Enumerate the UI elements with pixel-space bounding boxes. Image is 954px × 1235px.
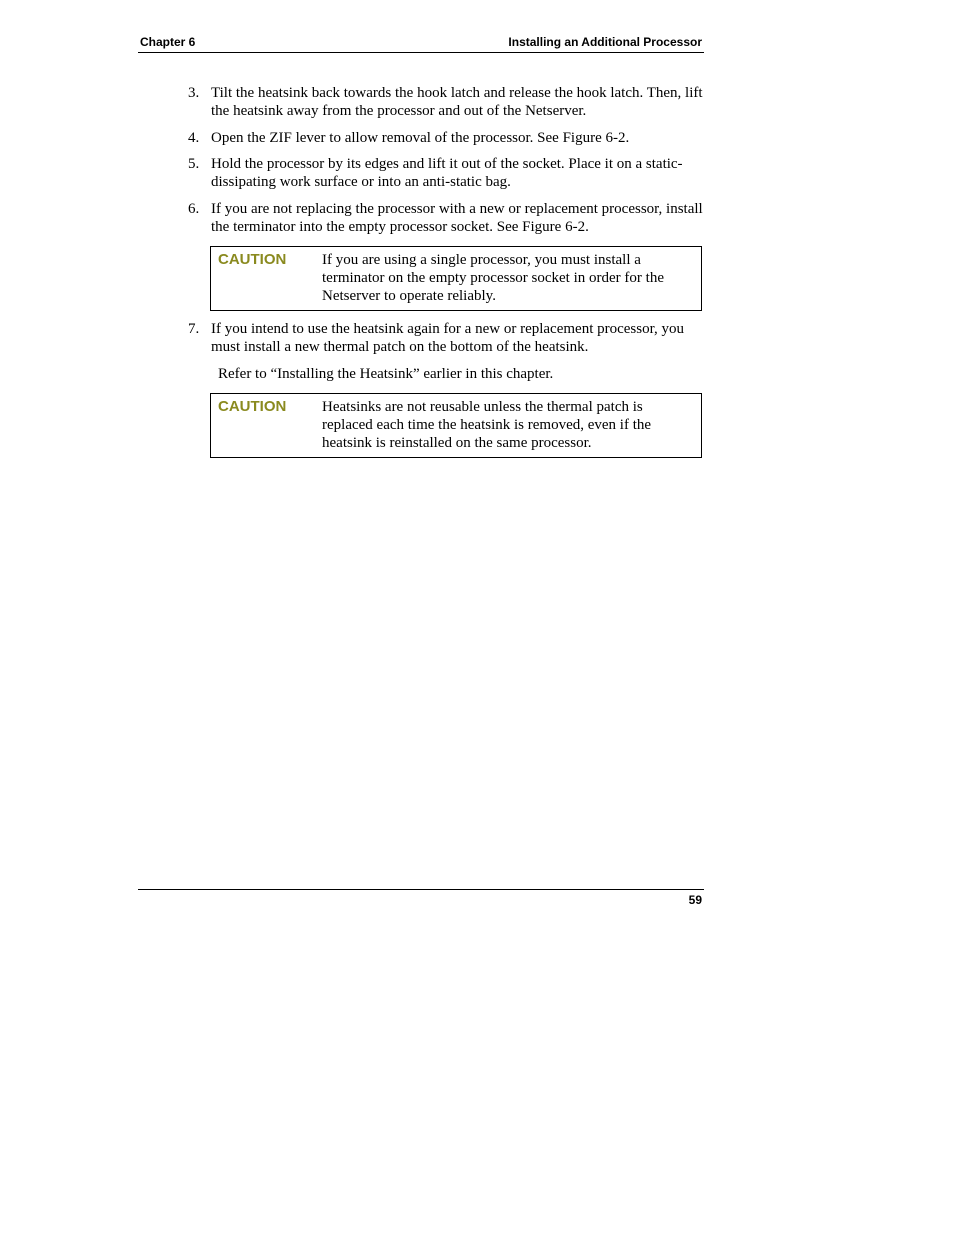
step-number: 6.: [188, 201, 200, 217]
step-number: 7.: [188, 321, 200, 337]
page-number: 59: [688, 893, 702, 907]
caution-label: CAUTION: [218, 251, 287, 268]
step-text: Hold the processor by its edges and lift it out of the socket. Place it on a static-dissipating work surface or into an anti-static bag.: [211, 156, 683, 190]
chapter-label: Chapter 6: [140, 35, 196, 49]
step-number: 4.: [188, 130, 200, 146]
heatsink-reference-note: Refer to “Installing the Heatsink” earlier in this chapter.: [218, 366, 554, 382]
step-text: If you are not replacing the processor with a new or replacement processor, install the terminator into the empty processor socket. See Figure 6-2.: [211, 201, 703, 235]
caution-text: Heatsinks are not reusable unless the thermal patch is replaced each time the heatsink is removed, even if the heatsink is reinstalled on the same processor.: [322, 399, 652, 451]
caution-box-heatsink: [210, 393, 702, 458]
step-number: 5.: [188, 156, 200, 172]
step-6: [188, 200, 704, 236]
step-7: [188, 320, 704, 356]
caution-box-terminator: [210, 246, 702, 311]
page-header: [138, 33, 704, 53]
step-number: 3.: [188, 85, 200, 101]
step-3: [188, 84, 704, 120]
step-text: If you intend to use the heatsink again for a new or replacement processor, you must install a new thermal patch on the bottom of the heatsink.: [211, 321, 684, 355]
step-5: [188, 155, 704, 191]
caution-label: CAUTION: [218, 398, 287, 415]
footer-divider: [138, 889, 704, 890]
step-text: Open the ZIF lever to allow removal of the processor. See Figure 6-2.: [211, 130, 630, 146]
section-title: Installing an Additional Processor: [508, 35, 702, 49]
step-text: Tilt the heatsink back towards the hook latch and release the hook latch. Then, lift the heatsink away from the processor and out of the Netserver.: [211, 85, 703, 119]
step-4: [188, 129, 704, 147]
caution-text: If you are using a single processor, you must install a terminator on the empty processor socket in order for the Netserver to operate reliably.: [322, 252, 664, 304]
